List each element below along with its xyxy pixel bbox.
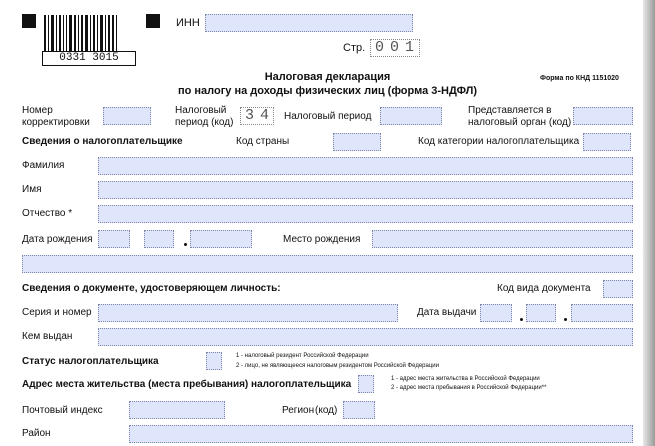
category-code-label: Код категории налогоплательщика <box>418 136 580 147</box>
birth-place-field-line-2[interactable] <box>22 255 633 273</box>
issue-date-label: Дата выдачи <box>417 307 477 318</box>
tax-period-label: Налоговый период <box>284 111 372 122</box>
issued-by-field[interactable] <box>98 328 633 346</box>
inn-label: ИНН <box>176 17 200 29</box>
status-label: Статус налогоплательщика <box>22 356 159 367</box>
surname-label: Фамилия <box>22 160 65 171</box>
period-label-1: Налоговый <box>175 105 227 116</box>
address-label: Адрес места жительства (места пребывания) налогоплательщика <box>22 379 352 390</box>
series-number-field[interactable] <box>98 304 398 322</box>
issued-by-label: Кем выдан <box>22 331 73 342</box>
birth-year-field[interactable] <box>190 230 252 248</box>
corner-marker-right <box>146 14 160 28</box>
country-code-label: Код страны <box>236 136 290 147</box>
region-label: Регион <box>282 405 315 416</box>
status-note-1: 1 - налоговый резидент Российской Федерации <box>236 353 369 359</box>
correction-label-1: Номер <box>22 105 53 116</box>
address-type-field[interactable] <box>358 375 374 393</box>
series-label: Серия и номер <box>22 307 92 318</box>
postal-code-label: Почтовый индекс <box>22 405 103 416</box>
title-line-1: Налоговая декларация <box>264 71 391 83</box>
name-field[interactable] <box>98 181 633 199</box>
issue-year-field[interactable] <box>571 304 633 322</box>
patronymic-field[interactable] <box>98 205 633 223</box>
date-separator <box>184 243 187 246</box>
issue-month-field[interactable] <box>526 304 556 322</box>
birth-place-label: Место рождения <box>283 234 361 245</box>
category-code-field[interactable] <box>583 133 631 151</box>
period-code-field[interactable]: 34 <box>240 107 274 125</box>
district-field[interactable] <box>129 425 633 443</box>
date-separator <box>520 318 523 321</box>
page-edge-shadow <box>643 0 655 446</box>
authority-code-field[interactable] <box>573 107 633 125</box>
date-separator <box>564 318 567 321</box>
district-label: Район <box>22 428 51 439</box>
surname-field[interactable] <box>98 157 633 175</box>
patronymic-label: Отчество * <box>22 208 73 219</box>
document-section-heading: Сведения о документе, удостоверяющем личность: <box>22 283 281 294</box>
correction-label-2: корректировки <box>22 117 90 128</box>
region-code-field[interactable] <box>343 401 375 419</box>
region-code-label: (код) <box>315 405 338 416</box>
period-label-2: период (код) <box>175 117 234 128</box>
name-label: Имя <box>22 184 42 195</box>
authority-label-2: налоговый орган (код) <box>468 117 572 128</box>
page-number: 001 <box>370 39 420 57</box>
birth-month-field[interactable] <box>144 230 174 248</box>
barcode <box>44 15 130 53</box>
doc-type-label: Код вида документа <box>497 283 591 294</box>
country-code-field[interactable] <box>333 133 381 151</box>
birth-place-field[interactable] <box>372 230 633 248</box>
taxpayer-section-heading: Сведения о налогоплательщике <box>22 136 183 147</box>
postal-code-field[interactable] <box>129 401 225 419</box>
status-note-2: 2 - лицо, не являющееся налоговым резидентом Российской Федерации <box>236 363 439 369</box>
title-line-2: по налогу на доходы физических лиц (форма 3-НДФЛ) <box>177 85 478 97</box>
status-field[interactable] <box>206 352 222 370</box>
corner-marker-left <box>22 14 36 28</box>
barcode-number: 0331 3015 <box>42 51 136 66</box>
correction-number-field[interactable] <box>103 107 151 125</box>
birth-date-label: Дата рождения <box>22 234 93 245</box>
knd-code: Форма по КНД 1151020 <box>540 75 619 82</box>
page-label: Стр. <box>343 42 366 54</box>
inn-field[interactable] <box>205 14 413 32</box>
issue-day-field[interactable] <box>480 304 512 322</box>
address-note-1: 1 - адрес места жительства в Российской Федерации <box>391 376 540 382</box>
authority-label-1: Представляется в <box>468 105 552 116</box>
birth-day-field[interactable] <box>98 230 130 248</box>
tax-period-field[interactable] <box>380 107 442 125</box>
doc-type-field[interactable] <box>603 280 633 298</box>
address-note-2: 2 - адрес места пребывания в Российской Федерации** <box>391 385 547 391</box>
